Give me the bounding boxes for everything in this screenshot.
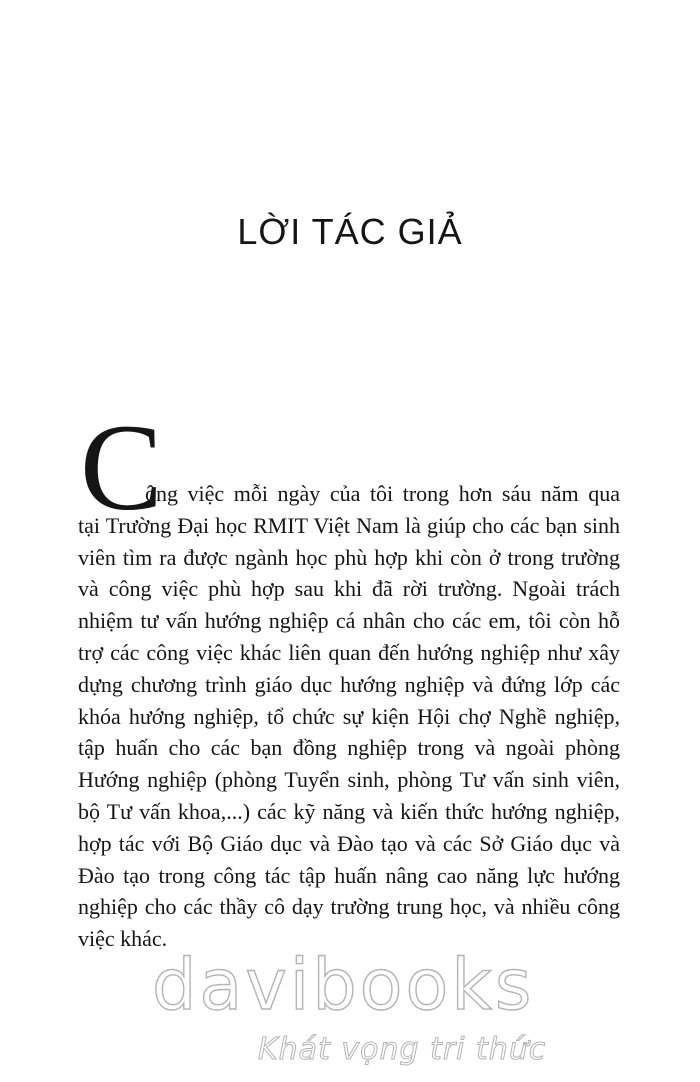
- paragraph-line: tập huấn cho các bạn đồng nghiệp trong và ngoài phòng: [78, 735, 620, 761]
- paragraph-line: Hướng nghiệp (phòng Tuyển sinh, phòng Tư vấn sinh viên,: [78, 767, 620, 793]
- paragraph-line: khóa hướng nghiệp, tổ chức sự kiện Hội chợ Nghề nghiệp,: [78, 703, 620, 729]
- paragraph-line: dựng chương trình giáo dục hướng nghiệp và đứng lớp các: [78, 671, 620, 697]
- paragraph-line: Đào tạo trong công tác tập huấn nâng cao năng lực hướng: [78, 862, 620, 888]
- paragraph-line: ông việc mỗi ngày của tôi trong hơn sáu năm qua: [145, 481, 620, 506]
- page-title: LỜI TÁC GIẢ: [237, 211, 463, 252]
- drop-cap: C: [80, 399, 163, 536]
- paragraph-line: viên tìm ra được ngành học phù hợp khi còn ở trong trường: [78, 544, 620, 570]
- paragraph-line: nghiệp cho các thầy cô dạy trường trung học, và nhiều công: [78, 894, 620, 920]
- paragraph-line: bộ Tư vấn khoa,...) các kỹ năng và kiến thức hướng nghiệp,: [78, 799, 620, 824]
- watermark-brand: davibooks: [152, 944, 535, 1026]
- paragraph-line: và công việc phù hợp sau khi đã rời trường. Ngoài trách: [78, 576, 620, 602]
- paragraph-line: hợp tác với Bộ Giáo dục và Đào tạo và các Sở Giáo dục và: [78, 830, 620, 856]
- watermark-slogan: Khát vọng tri thức: [258, 1032, 547, 1067]
- paragraph-line-last: việc khác.: [78, 926, 168, 952]
- paragraph-line: nhiệm tư vấn hướng nghiệp cá nhân cho các em, tôi còn hỗ: [78, 608, 620, 634]
- watermark: [130, 940, 600, 1080]
- paragraph-line: tại Trường Đại học RMIT Việt Nam là giúp cho các bạn sinh: [78, 512, 620, 538]
- paragraph-line: trợ các công việc khác liên quan đến hướng nghiệp như xây: [78, 640, 620, 665]
